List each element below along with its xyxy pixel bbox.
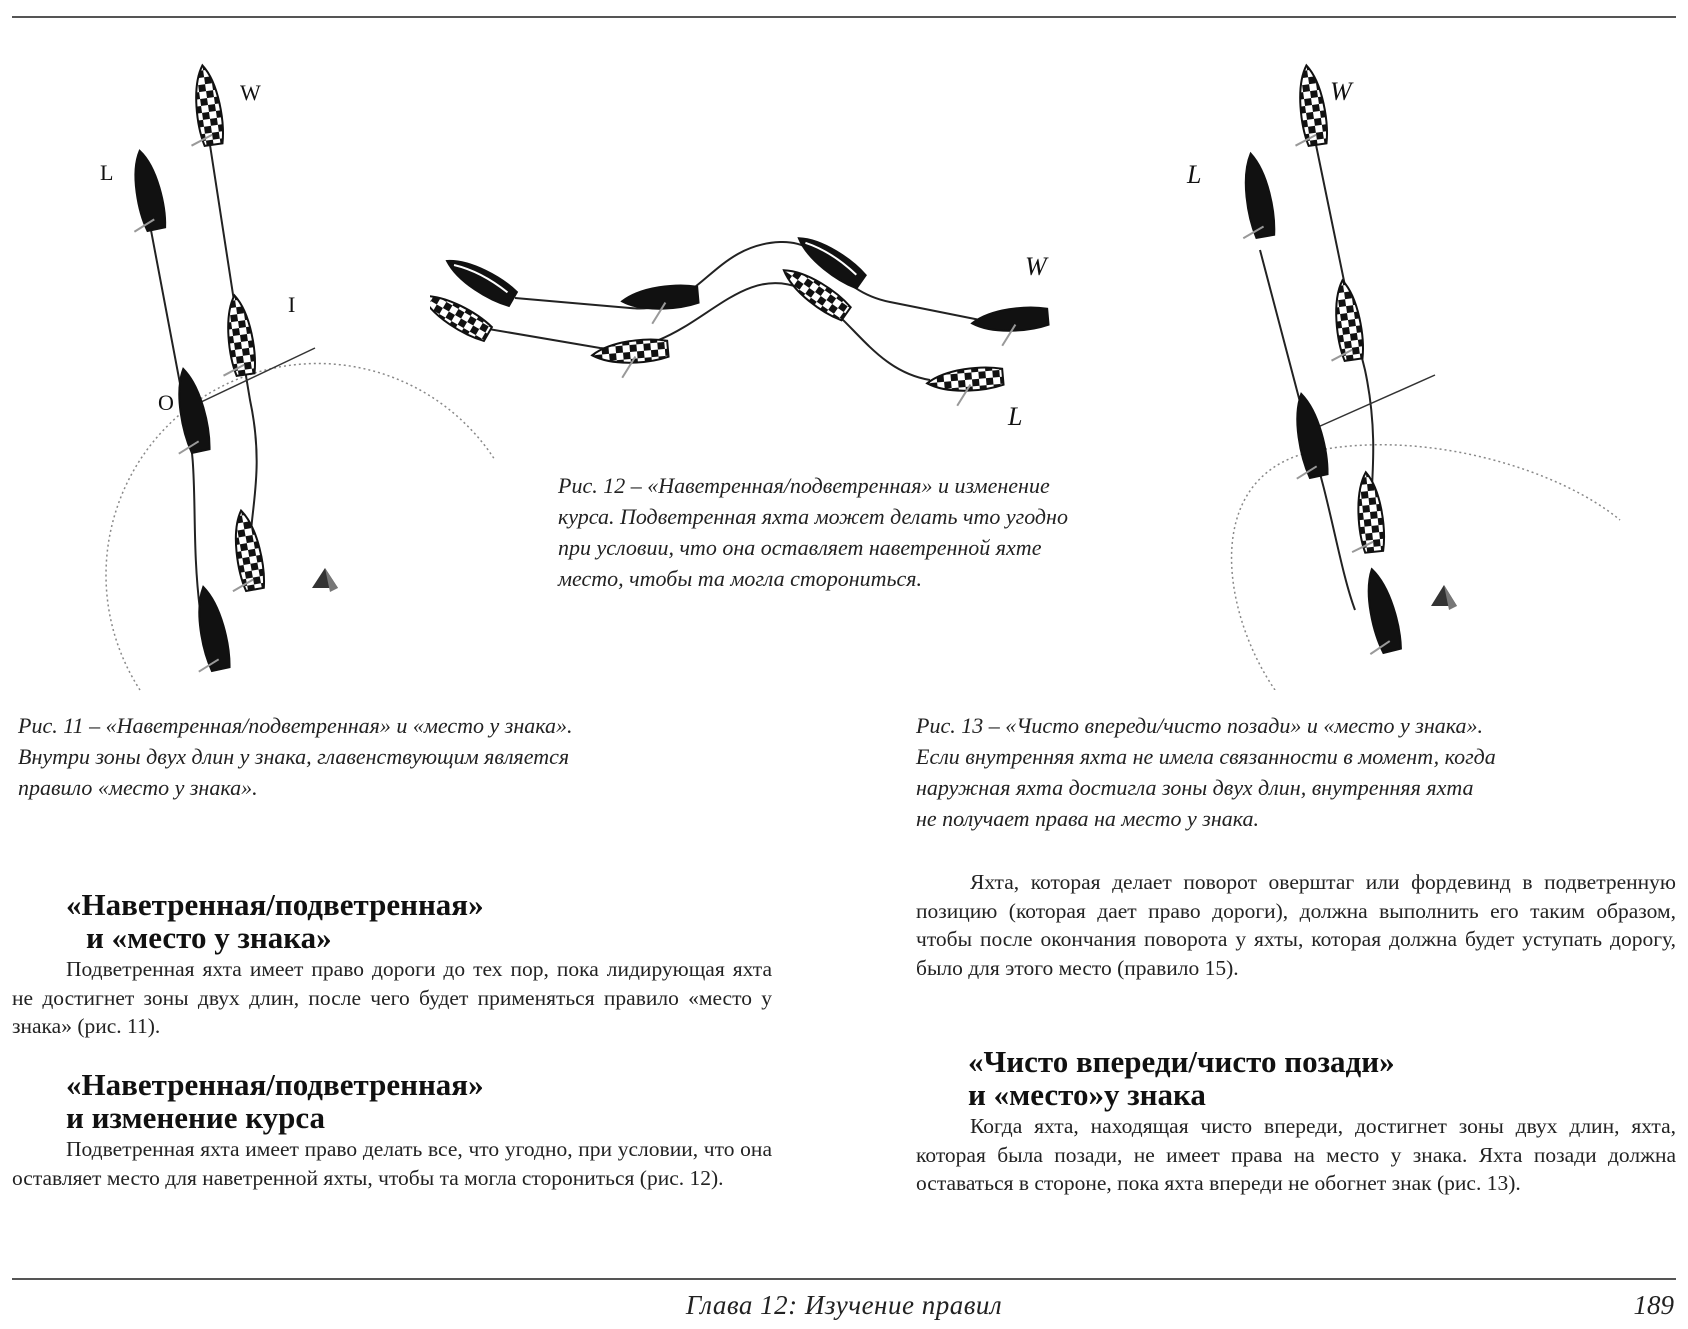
- boat-l-4: [926, 366, 1005, 409]
- page-number: 189: [1633, 1290, 1674, 1320]
- boat-l-3: [182, 584, 233, 673]
- chapter-title: Глава 12: Изучение правил: [685, 1290, 1003, 1320]
- boat-w-2: [213, 294, 258, 378]
- section-heading-windward-leeward-course: [66, 1068, 766, 1134]
- label-w: W: [240, 80, 261, 105]
- boat-l-2: [1280, 391, 1331, 480]
- figure-13-diagram: [1180, 50, 1660, 690]
- heading-line: и «место у знака»: [86, 920, 332, 955]
- figure-13-caption: [916, 710, 1676, 834]
- boat-w-2: [1321, 279, 1366, 363]
- caption-line: Если внутренняя яхта не имела связанности в момент, когда: [916, 744, 1496, 769]
- caption-line: наружная яхта достигла зоны двух длин, внутренняя яхта: [916, 775, 1474, 800]
- caption-line: Рис. 13 – «Чисто впереди/чисто позади» и «место у знака».: [916, 713, 1484, 738]
- label-o: O: [158, 390, 174, 415]
- section-heading-clear-ahead-astern: [968, 1045, 1668, 1111]
- caption-line: Рис. 12 – «Наветренная/подветренная» и изменение: [558, 473, 1050, 498]
- bottom-rule: [12, 1278, 1676, 1280]
- boat-l-1: [1229, 152, 1277, 241]
- boat-w-1: [442, 251, 519, 308]
- boat-w-1: [181, 64, 226, 148]
- boat-l-3: [1350, 566, 1403, 656]
- label-w: W: [1025, 252, 1047, 281]
- caption-line: не получает права на место у знака.: [916, 806, 1260, 831]
- boat-l-1: [118, 148, 168, 233]
- caption-line: Рис. 11 – «Наветренная/подветренная» и «место у знака».: [18, 713, 573, 738]
- track-w: [515, 242, 990, 322]
- heading-line: и «место»у знака: [968, 1077, 1206, 1112]
- section-body-windward-leeward-mark: Подветренная яхта имеет право дороги до тех пор, пока лидирующая яхта не достигнет зоны двух длин, после чего будет применяться правило «место у знака» (рис. 11).: [12, 957, 772, 1038]
- figure-12-diagram: [430, 230, 1110, 440]
- boat-w-1: [1285, 64, 1330, 148]
- section-body-clear-ahead-astern: Когда яхта, находящая чисто впереди, достигнет зоны двух длин, яхта, которая была позади, не имеет права на место у знака. Яхта позади должна оставаться в стороне, пока яхта впереди не обогнет знак (рис. 13).: [916, 1114, 1676, 1195]
- boat-l-2: [591, 338, 670, 381]
- zone-circle: [1232, 445, 1620, 690]
- label-w: W: [1330, 77, 1352, 106]
- label-l: L: [1008, 402, 1023, 431]
- section-body-windward-leeward-course: Подветренная яхта имеет право делать все, что угодно, при условии, что она оставляет место для наветренной яхты, чтобы та могла сторониться (рис. 12).: [12, 1137, 772, 1190]
- boat-w-3: [219, 509, 266, 594]
- label-i: I: [288, 292, 296, 317]
- heading-line: и изменение курса: [66, 1100, 326, 1135]
- caption-line: Внутри зоны двух длин у знака, главенствующим является: [18, 744, 570, 769]
- heading-line: «Чисто впереди/чисто позади»: [968, 1044, 1395, 1079]
- boat-w-4: [971, 306, 1050, 349]
- section-body-tacking: Яхта, которая делает поворот оверштаг или фордевинд в подветренную позицию (которая дает право дороги), должна выполнить его таким образом, чтобы после окончания поворота у яхты, которая должна будет уступать дорогу, было для этого место (правило 15).: [916, 870, 1676, 980]
- caption-line: правило «место у знака».: [18, 775, 258, 800]
- figure-11-caption: [18, 710, 758, 803]
- boat-w-3: [1344, 471, 1386, 554]
- top-rule: [12, 16, 1676, 18]
- label-l: L: [100, 160, 114, 185]
- label-l: L: [1187, 160, 1202, 189]
- caption-line: при условии, что она оставляет наветренной яхте: [558, 535, 1042, 560]
- figure-12-caption: [558, 470, 1198, 594]
- caption-line: курса. Подветренная яхта может делать что угодно: [558, 504, 1068, 529]
- section-heading-windward-leeward-mark: [66, 888, 766, 954]
- boat-w-2: [621, 284, 700, 327]
- heading-line: «Наветренная/подветренная»: [66, 887, 484, 922]
- heading-line: «Наветренная/подветренная»: [66, 1067, 484, 1102]
- caption-line: место, чтобы та могла сторониться.: [558, 566, 923, 591]
